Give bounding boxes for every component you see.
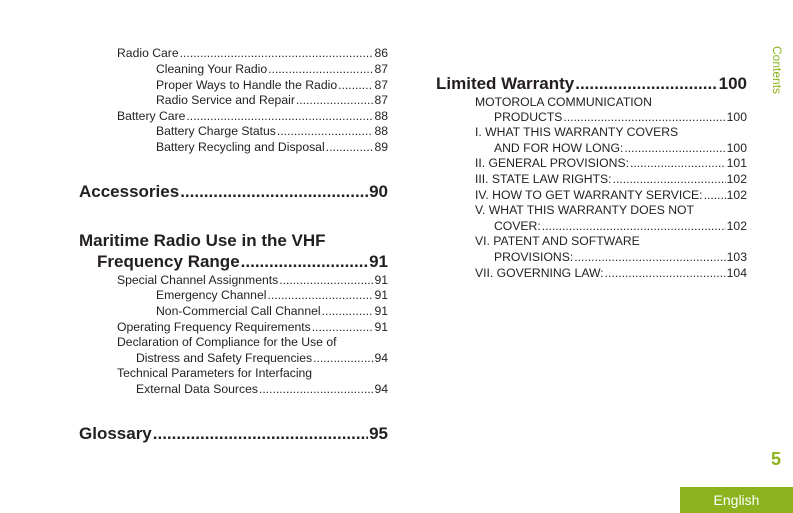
page-number: 5 [771, 449, 782, 469]
toc-entry-title: VII. GOVERNING LAW: [475, 266, 604, 280]
toc-leader-dots [259, 382, 374, 397]
toc-page-number: 100 [726, 110, 747, 124]
toc-leader-dots [153, 424, 368, 444]
toc-entry-handle[interactable] [156, 78, 388, 93]
toc-page-number: 95 [369, 424, 388, 443]
toc-leader-dots [624, 141, 725, 156]
toc-heading-title: Frequency Range [97, 252, 240, 271]
toc-entry-title: Cleaning Your Radio [156, 62, 268, 76]
toc-leader-dots [326, 140, 374, 155]
toc-leader-dots [542, 219, 726, 234]
toc-entry-get-service[interactable] [475, 188, 747, 203]
toc-entry-title: Radio Care [117, 46, 179, 60]
toc-leader-dots [279, 273, 373, 288]
toc-entry-battery-recycling[interactable] [156, 140, 388, 155]
toc-page-number: 87 [374, 78, 388, 92]
toc-entry-technical-line1[interactable]: Technical Parameters for Interfacing [117, 366, 313, 380]
toc-entry-state-law[interactable] [475, 172, 747, 187]
toc-leader-dots [313, 351, 373, 366]
toc-entry-motorola-line1[interactable]: MOTOROLA COMMUNICATION [475, 95, 652, 109]
toc-leader-dots [267, 288, 373, 303]
toc-entry-patent[interactable] [494, 250, 747, 265]
toc-leader-dots [241, 252, 368, 272]
toc-page-number: 94 [374, 382, 388, 396]
toc-entry-title: IV. HOW TO GET WARRANTY SERVICE: [475, 188, 703, 202]
toc-heading-maritime-line1[interactable]: Maritime Radio Use in the VHF [79, 231, 326, 250]
toc-entry-radio-care[interactable] [117, 46, 388, 61]
toc-entry-operating-frequency[interactable] [117, 320, 388, 335]
toc-entry-battery-status[interactable] [156, 124, 388, 139]
toc-page-number: 91 [374, 320, 388, 334]
toc-leader-dots [630, 156, 726, 171]
toc-leader-dots [613, 172, 726, 187]
toc-entry-service[interactable] [156, 93, 388, 108]
toc-leader-dots [563, 110, 725, 125]
toc-entry-title: III. STATE LAW RIGHTS: [475, 172, 612, 186]
toc-entry-title: Battery Recycling and Disposal [156, 140, 325, 154]
toc-heading-accessories[interactable] [79, 182, 388, 202]
toc-heading-glossary[interactable] [79, 424, 388, 444]
toc-page-number: 101 [726, 156, 747, 170]
toc-leader-dots [338, 78, 373, 93]
toc-entry-patent-line1[interactable]: VI. PATENT AND SOFTWARE [475, 234, 640, 248]
toc-page-number: 87 [374, 62, 388, 76]
toc-entry-title: Non-Commercial Call Channel [156, 304, 321, 318]
toc-page-number: 100 [718, 74, 747, 93]
toc-leader-dots [186, 109, 373, 124]
toc-entry-not-cover-line1[interactable]: V. WHAT THIS WARRANTY DOES NOT [475, 203, 694, 217]
toc-heading-maritime[interactable] [97, 252, 388, 272]
toc-entry-battery-care[interactable] [117, 109, 388, 124]
toc-page-number: 102 [726, 219, 747, 233]
toc-heading-limited-warranty[interactable] [436, 74, 747, 94]
toc-entry-title: External Data Sources [136, 382, 258, 396]
toc-entry-declaration[interactable] [136, 351, 388, 366]
toc-page-number: 104 [726, 266, 747, 280]
language-tab: English [680, 487, 793, 513]
toc-entry-covers[interactable] [494, 141, 747, 156]
toc-page-number: 91 [369, 252, 388, 271]
toc-entry-title: Battery Care [117, 109, 186, 123]
toc-entry-title: Proper Ways to Handle the Radio [156, 78, 338, 92]
toc-entry-special-channel[interactable] [117, 273, 388, 288]
toc-entry-title: Operating Frequency Requirements [117, 320, 311, 334]
toc-leader-dots [704, 188, 726, 203]
toc-heading-title: Limited Warranty [436, 74, 575, 93]
toc-entry-technical[interactable] [136, 382, 388, 397]
toc-leader-dots [268, 62, 373, 77]
toc-entry-noncommercial[interactable] [156, 304, 388, 319]
toc-entry-cleaning[interactable] [156, 62, 388, 77]
toc-leader-dots [605, 266, 726, 281]
toc-entry-title: PROVISIONS: [494, 250, 574, 264]
toc-page-number: 91 [374, 273, 388, 287]
toc-page-number: 88 [374, 109, 388, 123]
toc-entry-title: Radio Service and Repair [156, 93, 295, 107]
toc-page-number: 89 [374, 140, 388, 154]
toc-page-number: 88 [374, 124, 388, 138]
toc-entry-not-cover[interactable] [494, 219, 747, 234]
toc-heading-title: Accessories [79, 182, 180, 201]
toc-page-number: 100 [726, 141, 747, 155]
toc-page-number: 86 [374, 46, 388, 60]
toc-page-number: 91 [374, 288, 388, 302]
toc-leader-dots [574, 250, 725, 265]
toc-page-number: 91 [374, 304, 388, 318]
toc-page-number: 102 [726, 172, 747, 186]
toc-entry-motorola[interactable] [494, 110, 747, 125]
toc-entry-title: COVER: [494, 219, 541, 233]
toc-leader-dots [180, 46, 374, 61]
contents-side-tab: Contents [770, 46, 784, 95]
toc-page-number: 102 [726, 188, 747, 202]
toc-entry-emergency[interactable] [156, 288, 388, 303]
toc-entry-title: Distress and Safety Frequencies [136, 351, 313, 365]
toc-entry-declaration-line1[interactable]: Declaration of Compliance for the Use of [117, 335, 337, 349]
toc-entry-title: Battery Charge Status [156, 124, 276, 138]
toc-leader-dots [322, 304, 374, 319]
toc-page-number: 87 [374, 93, 388, 107]
toc-entry-governing[interactable] [475, 266, 747, 281]
toc-page-number: 103 [726, 250, 747, 264]
toc-leader-dots [575, 74, 717, 94]
toc-heading-title: Glossary [79, 424, 152, 443]
toc-entry-covers-line1[interactable]: I. WHAT THIS WARRANTY COVERS [475, 125, 679, 139]
toc-page-number: 94 [374, 351, 388, 365]
toc-leader-dots [277, 124, 374, 139]
toc-entry-title: AND FOR HOW LONG: [494, 141, 624, 155]
toc-entry-general[interactable] [475, 156, 747, 171]
toc-leader-dots [180, 182, 368, 202]
toc-entry-title: Special Channel Assignments [117, 273, 279, 287]
toc-entry-title: II. GENERAL PROVISIONS: [475, 156, 629, 170]
toc-entry-title: Emergency Channel [156, 288, 267, 302]
toc-leader-dots [312, 320, 374, 335]
toc-page-number: 90 [369, 182, 388, 201]
toc-entry-title: PRODUCTS [494, 110, 563, 124]
toc-leader-dots [296, 93, 374, 108]
